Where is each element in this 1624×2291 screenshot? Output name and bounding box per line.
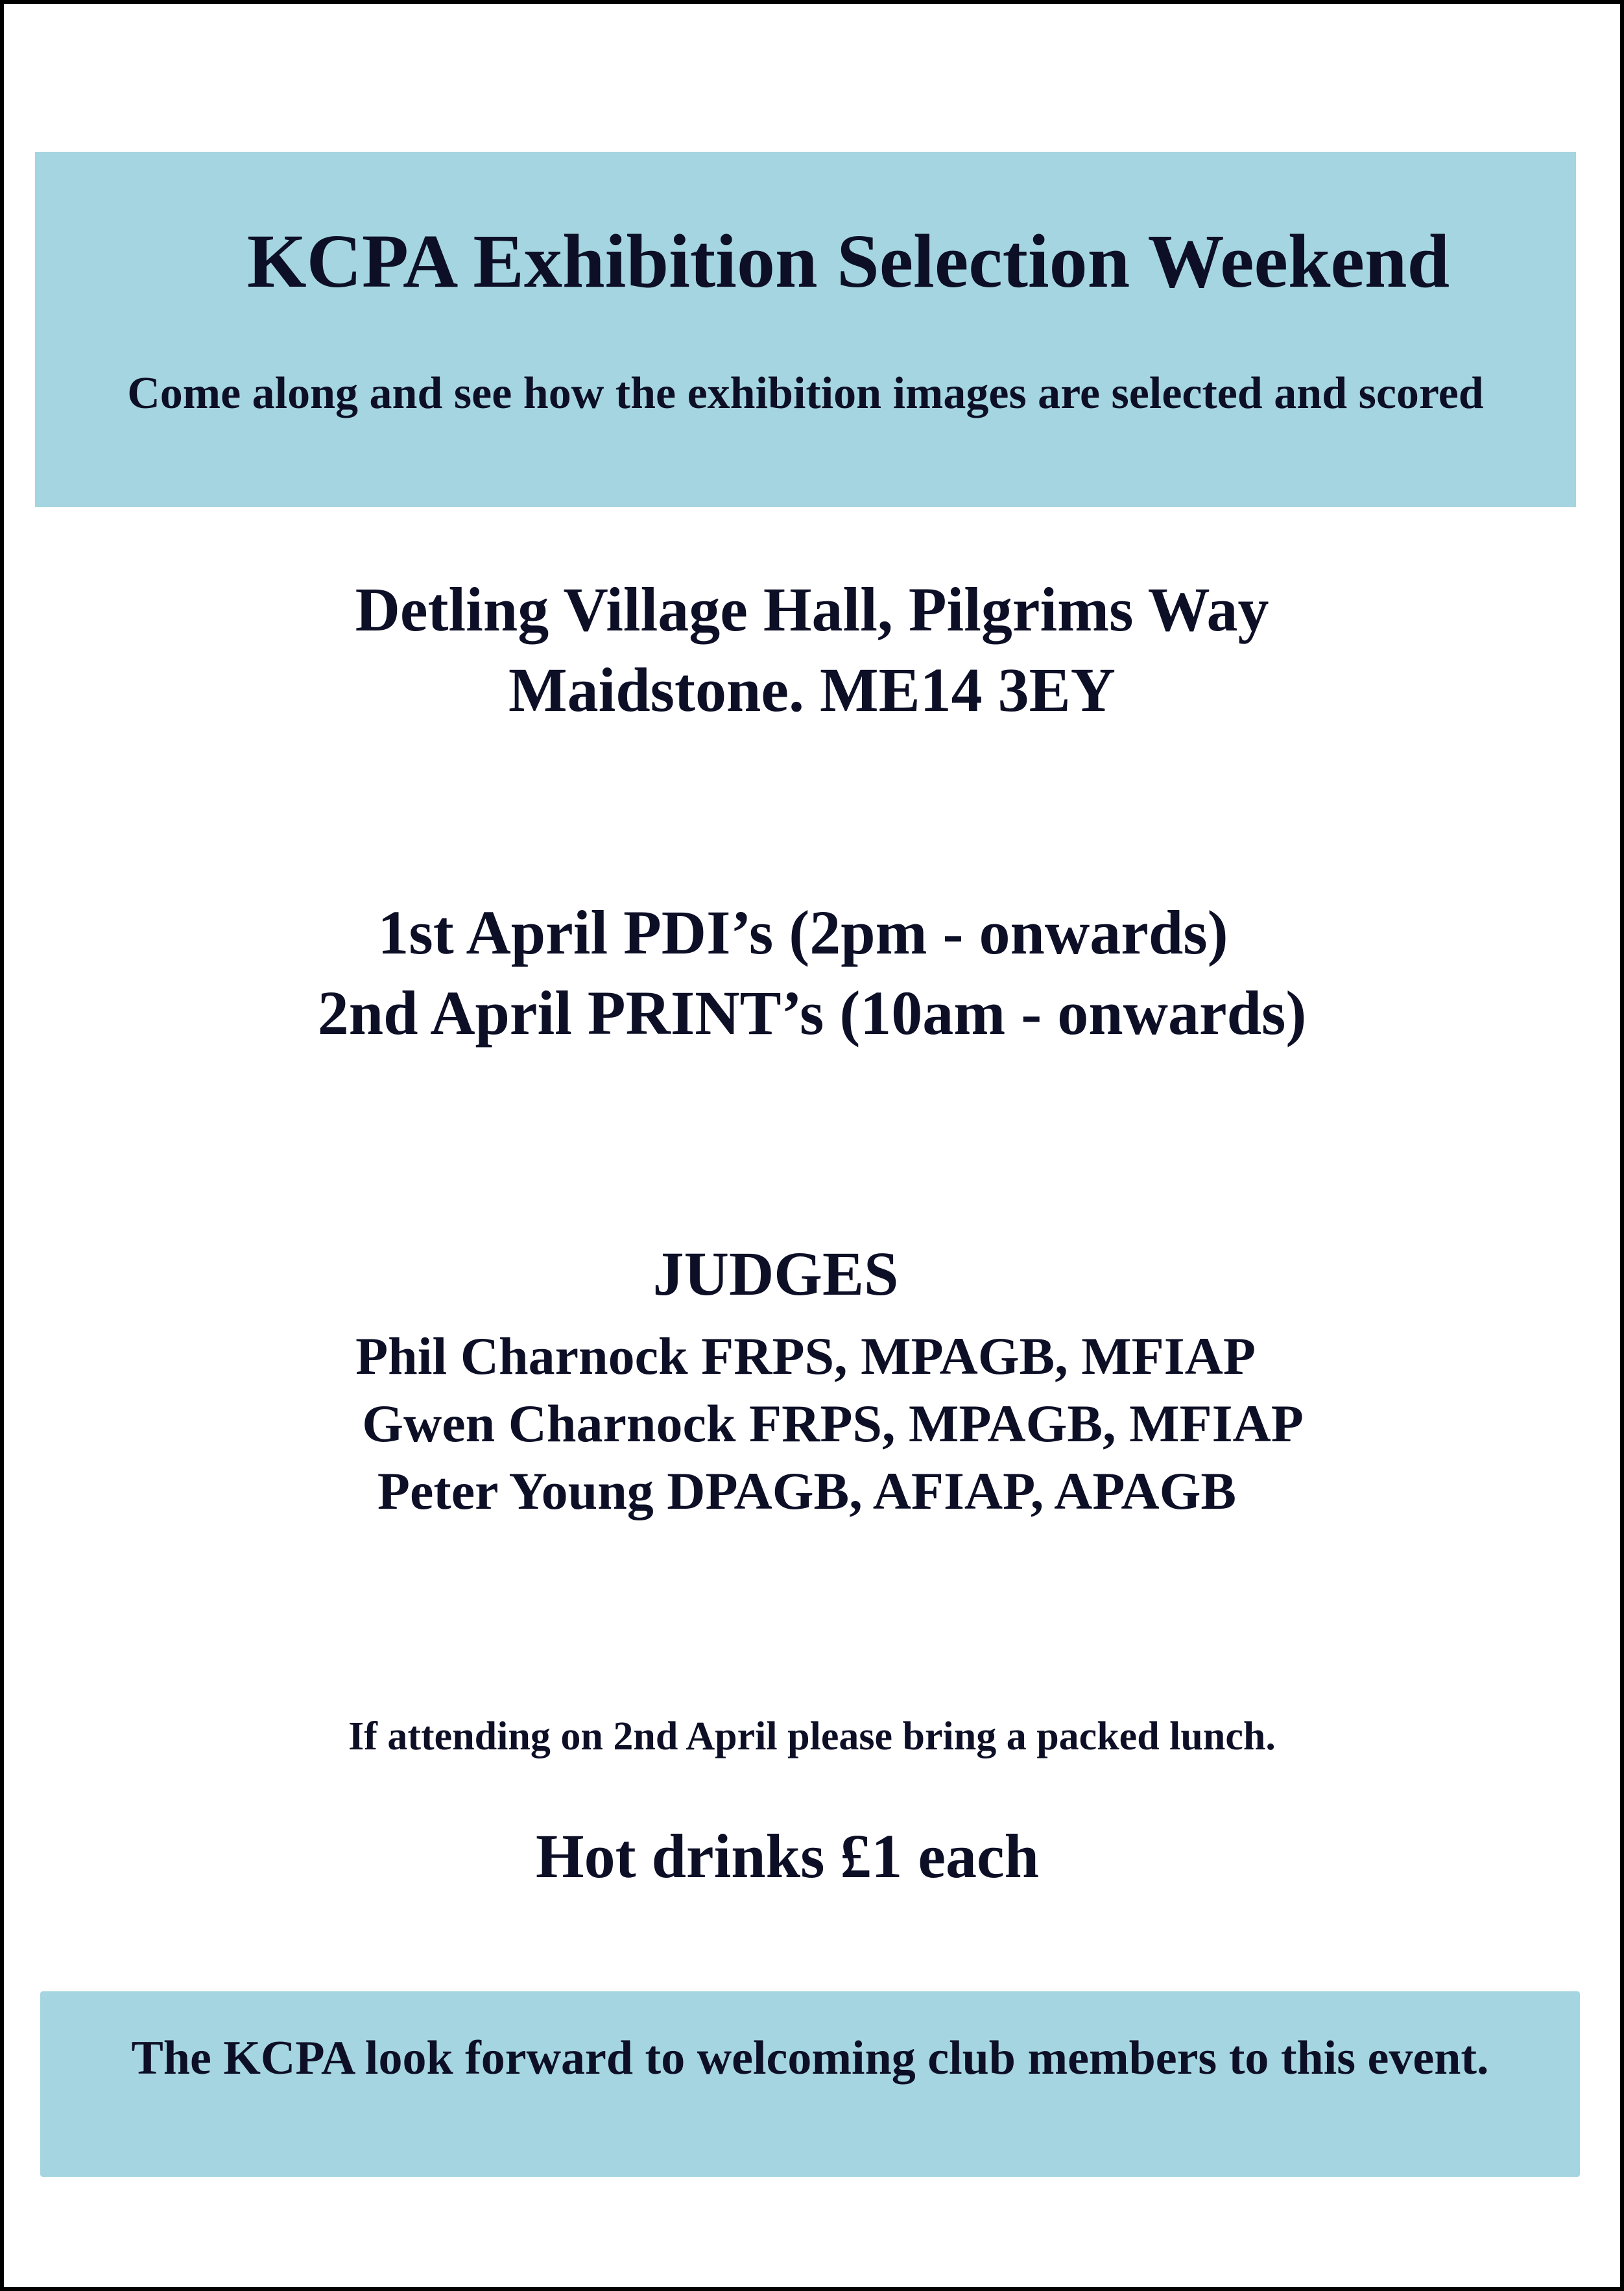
- venue-line-1: Detling Village Hall, Pilgrims Way: [355, 575, 1269, 644]
- judge-name-3: Peter Young DPAGB, AFIAP, APAGB: [377, 1461, 1237, 1520]
- header-band: [35, 152, 1576, 507]
- judge-name-2: Gwen Charnock FRPS, MPAGB, MFIAP: [362, 1394, 1304, 1453]
- drinks-note: Hot drinks £1 each: [535, 1821, 1040, 1891]
- date-print: 2nd April PRINT’s (10am - onwards): [317, 978, 1307, 1048]
- poster-subtitle: Come along and see how the exhibition images are selected and scored: [127, 368, 1484, 418]
- judge-name-1: Phil Charnock FRPS, MPAGB, MFIAP: [355, 1326, 1256, 1385]
- poster-title: KCPA Exhibition Selection Weekend: [246, 219, 1450, 304]
- lunch-note: If attending on 2nd April please bring a packed lunch.: [348, 1714, 1276, 1758]
- venue-line-2: Maidstone. ME14 3EY: [508, 655, 1116, 725]
- judges-heading: JUDGES: [652, 1239, 899, 1308]
- date-pdi: 1st April PDI’s (2pm - onwards): [377, 898, 1228, 967]
- welcome-message: The KCPA look forward to welcoming club members to this event.: [131, 2032, 1489, 2085]
